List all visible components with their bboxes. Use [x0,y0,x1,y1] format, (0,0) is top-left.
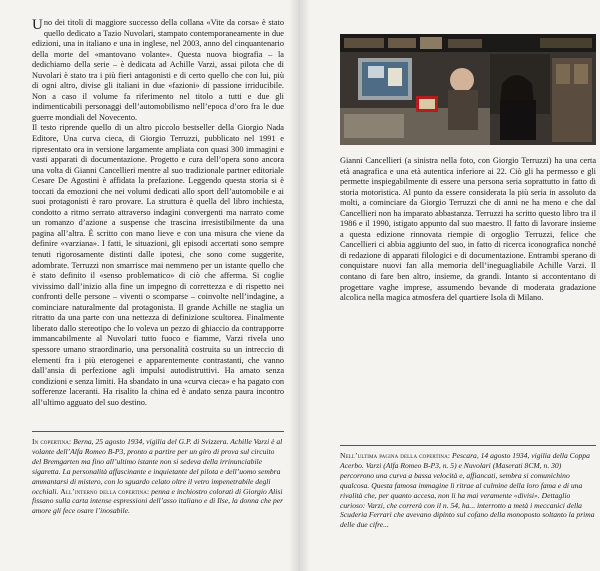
caption-divider-right [340,445,596,446]
intro-text: no dei titoli di maggiore successo della collana «Vite da corsa» è stato quello dedicato a Tazio Nuvolari, stampato contemporaneamente in due edizioni, una in italiano e una in inglese, nel 2003, anno del cinquantenario della morte del «mantovano volante». Questa nuova biografia – la dedichiamo della serie – è dedicata ad Achille Varzi, assai pilota che di Nuvolari è stato tra i più fieri antagonisti e di certo quello che con lui, più di ogni altro, divise gli italiani in due «fazioni» di passione irriducibile. Non a caso il volume fa riferimento nel titolo a tutti e due gli indimenticabili personaggi dell’automobilismo nell’epoca d’oro fra le due guerre mondiali del Novecento. [32,18,284,122]
gutter-shadow-right [300,0,310,571]
left-body-text [32,18,284,408]
caption-text-cover: Berna, 25 agosto 1934, vigilia del G.P. di Svizzera. Achille Varzi è al volante dell’Alfa Romeo B-P3, pronto a partire per un giro di prova sul circuito del Bremgarten ma fino all’ultimo istante non si sedeva della irrinunciabile sigaretta. La personalità affascinante e inquietante del pilota e dell’uomo sembra ammantarsi di mistero, con lo sguardo celato oltre il vetro impenetrabile degli occhiali. [32,437,283,496]
caption-lead-inside: All’interno della copertina: [60,486,150,496]
author-bio: Gianni Cancellieri (a sinistra nella foto, con Giorgio Terruzzi) ha una certa età anagrafica e una età autentica inferiore ai 22. Ciò gli ha permesso e gli permette inspiegabilmente di essere una persona seria soprattutto in fatto di storia motoristica. Al punto da essere considerata la più seria in assoluto da molti, a cominciare da Giorgio Terruzzi che di anni ne ha meno e che dal Cancellieri non ha imparato abbastanza. Terruzzi ha scritto questo libro tra il 1986 e il 1990, istigato appunto dal suo maestro. Il fatto di lavorare insieme a questa edizione rinnovata riempie di orgoglio Terruzzi, felice che Cancellieri ci abbia aggiunto del suo, in fatto di ricerca iconografica nonché di redazione di apparati filologici e di documentazione. Entrambi sperano di conquistare nuovi fan alla memoria dell’ineguagliabile Achille Varzi. Il contano di fare ben altro, insieme, da grandi. Intanto si accontentano di progettare vaghe imprese, assumendo bevande di moderata gradazione alcolica nella magica atmosfera del quartiere Isola di Milano. [340,156,596,303]
author-photo [340,34,596,145]
second-paragraph: Il testo riprende quello di un altro piccolo bestseller della Giorgio Nada Editore, Una curva cieca, di Giorgio Terruzzi, pubblicato nel 1991 e ripresentato ora in versione largamente ampliata con quasi 300 immagini e vasti apparati di documentazione. Progetto e cura dell’opera sono ancora una volta di Gianni Cancellieri mentre al suo tradizionale partner editoriale Cesare De Agostini è affidata la prefazione. Leggendo questa storia si è toccati da emozioni che nei volumi dedicati allo sport dell’automobile e ai suoi protagonisti è raro provare. La struttura è quella del libro inchiesta, condotto a ritmo serrato attraverso indagini convergenti ma narrato come un romanzo d’azione a suspense che trascina irresistibilmente da una pagina all’altra. È scritto con mano lieve e con una misura che viene da definire «varziana». I fatti, le situazioni, gli episodi accertati sono sempre tenuti rigorosamente distinti dalle ipotesi, che sono come suggerite, adombrate. Terruzzi non smarrisce mai nemmeno per un istante quello che è stato definito il «senso problematico» di ciò che afferma. Si coglie vivissimo dall’inizio alla fine un impegno di correttezza e di rispetto nei confronti delle persone – viventi o scomparse – coinvolte nell’indagine, a cominciare naturalmente dal protagonista. Il grande Achille ne stagliа un ritratto da una parte con una nettezza di definizione scultorea. Finalmente liberato dallo stereotipo che lo voleva un pezzo di ghiaccio da contrapporre immancabilmente al Nuvolari tutto fuoco e fiamme, Varzi rivela uno spessore umano straordinario, una personalità costruita su un intreccio di elementi fra i più eterogenei e apparentemente contrastanti, che vanno dall’ansia di perfezione agli impulsi autodistruttivi. Ha amato senza condizioni e senza limiti. Ha sbandato in una «curva cieca» e ha pagato con sofferenze laceranti. Ha risalito la china ed è andato senza paura incontro all’ultimo agguato del suo destino. [32,123,284,407]
left-caption [32,437,284,516]
author-photo-illustration [340,34,596,145]
drop-cap: U [32,17,43,33]
caption-text-back: Pescara, 14 agosto 1934, vigilia della Coppa Acerbo. Varzi (Alfa Romeo B-P3, n. 5) e Nuvolari (Maserati 8CM, n. 30) percorrono una curva a bassa velocità e, affiancati, sembra si comunichino qualcosa. Questa famosa immagine li ritrae al culmine della loro fama e di una rivalità che, per quanto accesa, non li ha mai veramente «divisi». Dettaglio curioso: Varzi, che correrà con il n. 54, ha... interrotto a metà i meccanici della Scuderia Ferrari che avevano dipinto sul cofano della monoposto soltanto la prima delle due cifre... [340,451,595,530]
right-body-text [340,156,596,304]
right-caption [340,451,596,530]
caption-lead-cover: In copertina: [32,437,72,446]
gutter-shadow-left [289,0,299,571]
caption-text-inside: penna e inchiostro colorati di Giorgio Alisi fissano sulla carta intense espressioni dell’asso italiano e di Ilse, la donna che per amore gli fece osare l’inosabile. [32,486,284,516]
caption-divider-left [32,431,284,432]
intro-paragraph [32,18,284,123]
caption-lead-back: Nell’ultima pagina della copertina: [340,451,451,460]
